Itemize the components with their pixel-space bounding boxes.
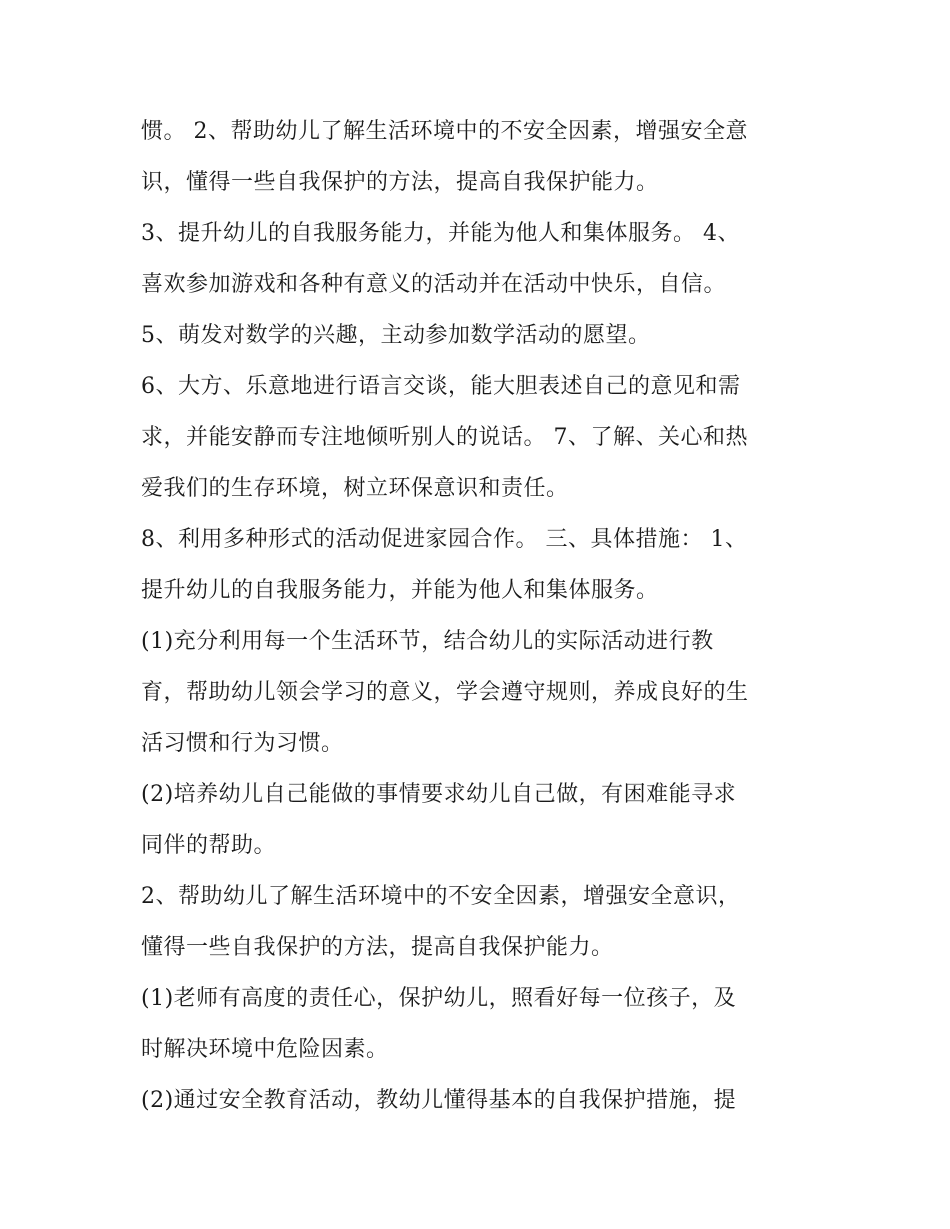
- text-line: 懂得一些自我保护的方法，提高自我保护能力。: [141, 935, 614, 960]
- text-line: 育，帮助幼儿领会学习的意义，学会遵守规则，养成良好的生: [141, 680, 749, 705]
- text-line: 喜欢参加游戏和各种有意义的活动并在活动中快乐，自信。: [141, 272, 727, 297]
- text-line: 时解决环境中危险因素。: [141, 1037, 389, 1062]
- text-line: 活习惯和行为习惯。: [141, 731, 344, 756]
- text-line: (2)通过安全教育活动，教幼儿懂得基本的自我保护措施，提: [141, 1088, 737, 1113]
- text-line: 惯。 2、帮助幼儿了解生活环境中的不安全因素，增强安全意: [141, 119, 748, 144]
- text-line: 求，并能安静而专注地倾听别人的说话。 7、了解、关心和热: [141, 425, 748, 450]
- text-line: 3、提升幼儿的自我服务能力，并能为他人和集体服务。 4、: [141, 221, 740, 246]
- text-line: 2、帮助幼儿了解生活环境中的不安全因素，增强安全意识，: [141, 884, 741, 909]
- text-line: 提升幼儿的自我服务能力，并能为他人和集体服务。: [141, 578, 659, 603]
- document-body: [141, 106, 831, 1126]
- text-line: (1)老师有高度的责任心，保护幼儿，照看好每一位孩子，及: [141, 986, 737, 1011]
- text-line: 8、利用多种形式的活动促进家园合作。 三、具体措施： 1、: [141, 527, 748, 552]
- text-line: (1)充分利用每一个生活环节，结合幼儿的实际活动进行教: [141, 629, 714, 654]
- text-line: 同伴的帮助。: [141, 833, 277, 858]
- text-line: 5、萌发对数学的兴趣，主动参加数学活动的愿望。: [141, 323, 651, 348]
- text-line: 6、大方、乐意地进行语言交谈，能大胆表述自己的意见和需: [141, 374, 741, 399]
- text-line: 识，懂得一些自我保护的方法，提高自我保护能力。: [141, 170, 659, 195]
- text-line: (2)培养幼儿自己能做的事情要求幼儿自己做，有困难能寻求: [141, 782, 737, 807]
- text-line: 爱我们的生存环境，树立环保意识和责任。: [141, 476, 569, 501]
